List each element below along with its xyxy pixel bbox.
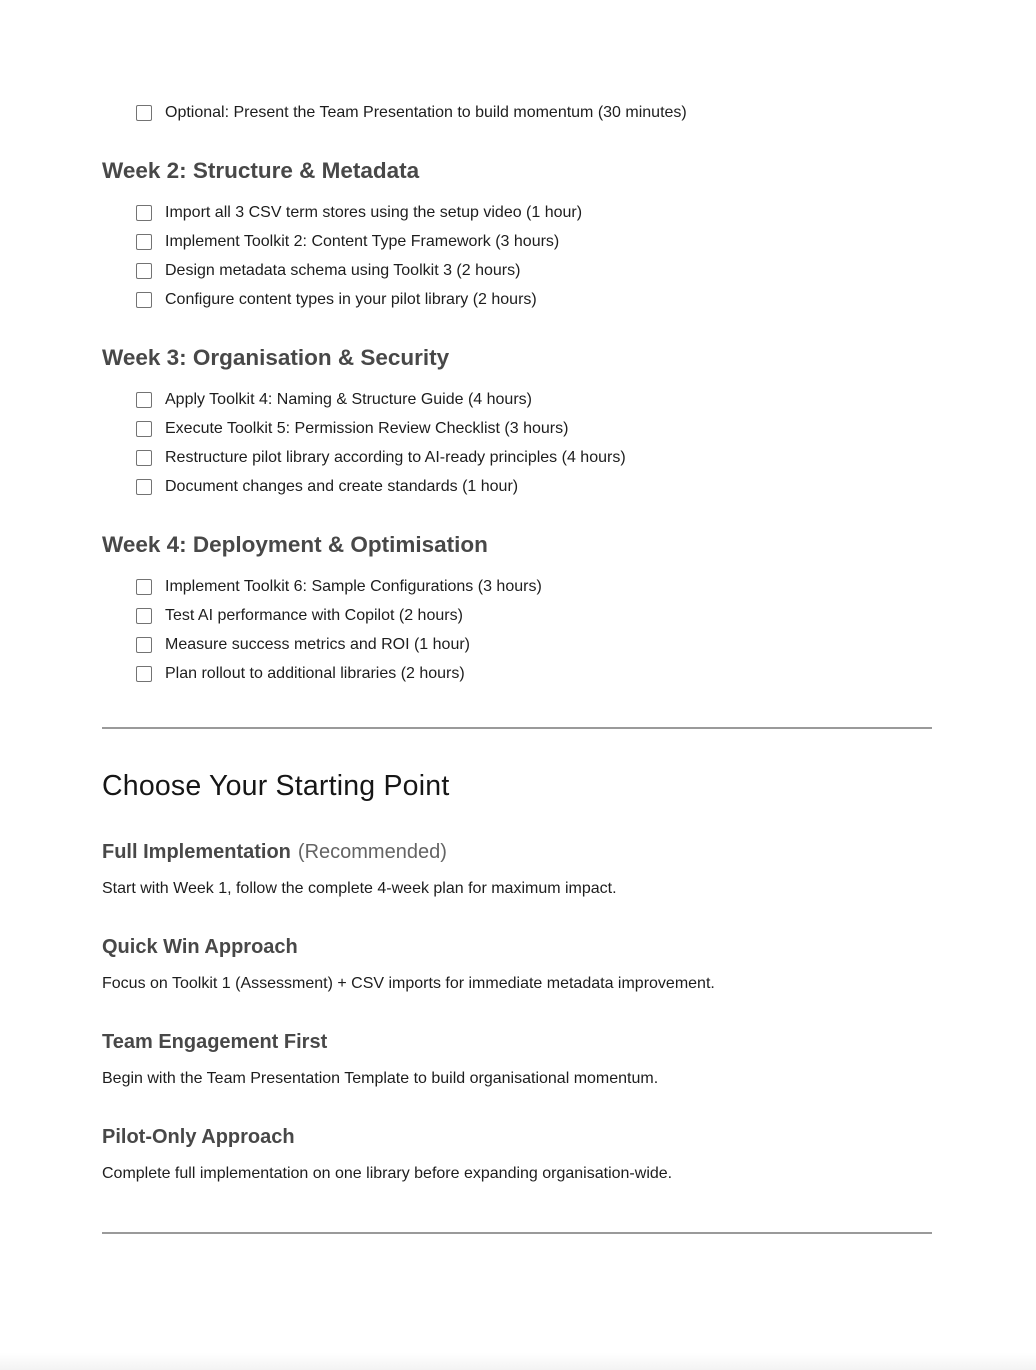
task-item (136, 414, 932, 443)
task-label: Restructure pilot library according to AI-ready principles (4 hours) (165, 448, 626, 466)
task-item (136, 601, 932, 630)
week2-task-list (102, 198, 932, 314)
task-item (136, 472, 932, 501)
task-label: Plan rollout to additional libraries (2 hours) (165, 664, 465, 682)
task-item (136, 98, 932, 127)
option-description: Begin with the Team Presentation Template to build organisational momentum. (102, 1070, 659, 1087)
task-label: Apply Toolkit 4: Naming & Structure Guide (4 hours) (165, 390, 532, 408)
task-item (136, 659, 932, 688)
week3-task-list (102, 385, 932, 501)
starting-point-title: Choose Your Starting Point (102, 770, 450, 802)
task-item (136, 572, 932, 601)
task-label: Document changes and create standards (1 hour) (165, 477, 519, 495)
task-label: Optional: Present the Team Presentation to build momentum (30 minutes) (165, 103, 687, 121)
task-item (136, 385, 932, 414)
horizontal-rule (102, 727, 932, 729)
task-checkbox[interactable] (136, 263, 152, 279)
task-checkbox[interactable] (136, 105, 152, 121)
week1-task-list (102, 98, 932, 127)
option-heading (102, 1030, 932, 1054)
task-checkbox[interactable] (136, 450, 152, 466)
option-heading-text: Quick Win Approach (102, 936, 298, 958)
option-description: Focus on Toolkit 1 (Assessment) + CSV imports for immediate metadata improvement. (102, 975, 715, 992)
option-heading-text: Team Engagement First (102, 1031, 328, 1053)
task-checkbox[interactable] (136, 421, 152, 437)
option-heading-text: Pilot-Only Approach (102, 1126, 295, 1148)
task-checkbox[interactable] (136, 205, 152, 221)
task-label: Design metadata schema using Toolkit 3 (2 hours) (165, 261, 521, 279)
option-qualifier: (Recommended) (297, 841, 447, 863)
task-checkbox[interactable] (136, 479, 152, 495)
task-label: Measure success metrics and ROI (1 hour) (165, 635, 470, 653)
task-item (136, 443, 932, 472)
task-item (136, 198, 932, 227)
option-heading (102, 935, 932, 959)
option-full-implementation (102, 840, 932, 898)
page-bottom-edge (0, 1353, 1036, 1370)
task-label: Test AI performance with Copilot (2 hours) (165, 606, 463, 624)
task-label: Implement Toolkit 6: Sample Configurations (3 hours) (165, 577, 542, 595)
task-checkbox[interactable] (136, 579, 152, 595)
option-quick-win (102, 935, 932, 993)
task-checkbox[interactable] (136, 608, 152, 624)
option-team-engagement (102, 1030, 932, 1088)
option-heading (102, 840, 932, 864)
option-pilot-only (102, 1125, 932, 1183)
option-heading (102, 1125, 932, 1149)
task-item (136, 630, 932, 659)
task-label: Import all 3 CSV term stores using the setup video (1 hour) (165, 203, 583, 221)
option-heading-text: Full Implementation (102, 841, 291, 863)
task-label: Implement Toolkit 2: Content Type Framework (3 hours) (165, 232, 560, 250)
task-checkbox[interactable] (136, 292, 152, 308)
week4-heading: Week 4: Deployment & Optimisation (102, 532, 488, 557)
task-checkbox[interactable] (136, 637, 152, 653)
week4-section (102, 531, 932, 688)
task-item (136, 256, 932, 285)
horizontal-rule (102, 1232, 932, 1234)
task-label: Configure content types in your pilot library (2 hours) (165, 290, 537, 308)
starting-point-section (102, 770, 932, 1183)
task-item (136, 227, 932, 256)
week3-section (102, 344, 932, 501)
week3-heading: Week 3: Organisation & Security (102, 345, 450, 370)
option-description: Start with Week 1, follow the complete 4-week plan for maximum impact. (102, 880, 617, 897)
task-item (136, 285, 932, 314)
task-checkbox[interactable] (136, 666, 152, 682)
task-checkbox[interactable] (136, 234, 152, 250)
task-checkbox[interactable] (136, 392, 152, 408)
week4-task-list (102, 572, 932, 688)
week2-heading: Week 2: Structure & Metadata (102, 158, 420, 183)
task-label: Execute Toolkit 5: Permission Review Checklist (3 hours) (165, 419, 569, 437)
option-description: Complete full implementation on one library before expanding organisation-wide. (102, 1165, 673, 1182)
week2-section (102, 157, 932, 314)
